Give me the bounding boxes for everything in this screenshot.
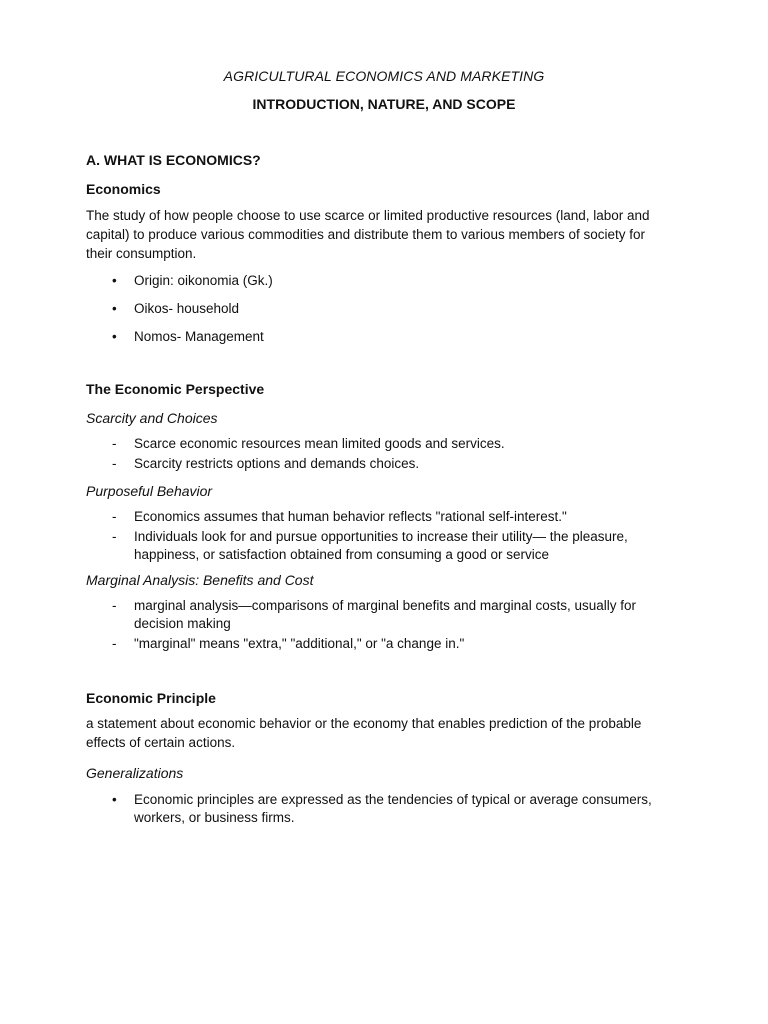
document-title: INTRODUCTION, NATURE, AND SCOPE bbox=[252, 96, 516, 112]
purposeful-title-block bbox=[86, 483, 686, 499]
marginal-title-block bbox=[86, 572, 686, 588]
purposeful-title: Purposeful Behavior bbox=[86, 483, 213, 499]
dash-marker: - bbox=[112, 636, 117, 651]
principle-heading: Economic Principle bbox=[86, 690, 216, 706]
purposeful-list-block bbox=[112, 508, 684, 566]
scarcity-title-block bbox=[86, 410, 686, 426]
dash-marker: - bbox=[112, 436, 117, 451]
list-item: - Economics assumes that human behavior reflects "rational self-interest." bbox=[112, 509, 567, 524]
origin-list-block bbox=[112, 272, 674, 356]
dash-marker: - bbox=[112, 456, 117, 471]
section-a-heading: A. WHAT IS ECONOMICS? bbox=[86, 152, 261, 168]
generalizations-list bbox=[112, 791, 654, 827]
scarcity-title: Scarcity and Choices bbox=[86, 410, 218, 426]
generalizations-list-block bbox=[112, 791, 654, 829]
dash-marker: - bbox=[112, 509, 117, 524]
list-item: • Oikos- household bbox=[112, 301, 240, 316]
scarcity-list-block bbox=[112, 435, 674, 475]
scarcity-list bbox=[112, 435, 674, 473]
principle-heading-block bbox=[86, 690, 686, 706]
list-item: • Origin: oikonomia (Gk.) bbox=[112, 273, 273, 288]
list-item: • Nomos- Management bbox=[112, 329, 264, 344]
economics-subheading-block bbox=[86, 181, 686, 197]
list-item: - "marginal" means "extra," "additional," or "a change in." bbox=[112, 636, 465, 651]
generalizations-title-block bbox=[86, 765, 686, 781]
bullet-marker: • bbox=[112, 273, 117, 288]
course-title: AGRICULTURAL ECONOMICS AND MARKETING bbox=[223, 68, 545, 84]
perspective-heading: The Economic Perspective bbox=[86, 381, 265, 397]
list-item: - marginal analysis—comparisons of marginal benefits and marginal costs, usually for decision making bbox=[112, 598, 636, 631]
dash-marker: - bbox=[112, 598, 117, 613]
list-item: - Scarcity restricts options and demands choices. bbox=[112, 456, 420, 471]
bullet-marker: • bbox=[112, 792, 117, 807]
list-item: - Individuals look for and pursue opportunities to increase their utility— the pleasure, happiness, or satisfaction obtained from consuming a good or service bbox=[112, 529, 628, 562]
perspective-heading-block bbox=[86, 381, 686, 397]
marginal-list bbox=[112, 597, 684, 653]
purposeful-list bbox=[112, 508, 684, 564]
generalizations-title: Generalizations bbox=[86, 765, 184, 781]
economics-definition: The study of how people choose to use scarce or limited productive resources (land, labor and capital) to produce various commodities and distribute them to various members of society for their consumption. bbox=[86, 208, 650, 261]
origin-list bbox=[112, 272, 674, 346]
bullet-marker: • bbox=[112, 301, 117, 316]
marginal-list-block bbox=[112, 597, 684, 655]
list-item: - Scarce economic resources mean limited goods and services. bbox=[112, 436, 505, 451]
principle-definition: a statement about economic behavior or the economy that enables prediction of the probable effects of certain actions. bbox=[86, 716, 642, 750]
section-a-heading-block bbox=[86, 152, 686, 168]
list-item: • Economic principles are expressed as the tendencies of typical or average consumers, workers, or business firms. bbox=[112, 792, 652, 825]
dash-marker: - bbox=[112, 529, 117, 544]
economics-subheading: Economics bbox=[86, 181, 161, 197]
marginal-title: Marginal Analysis: Benefits and Cost bbox=[86, 572, 314, 588]
bullet-marker: • bbox=[112, 329, 117, 344]
